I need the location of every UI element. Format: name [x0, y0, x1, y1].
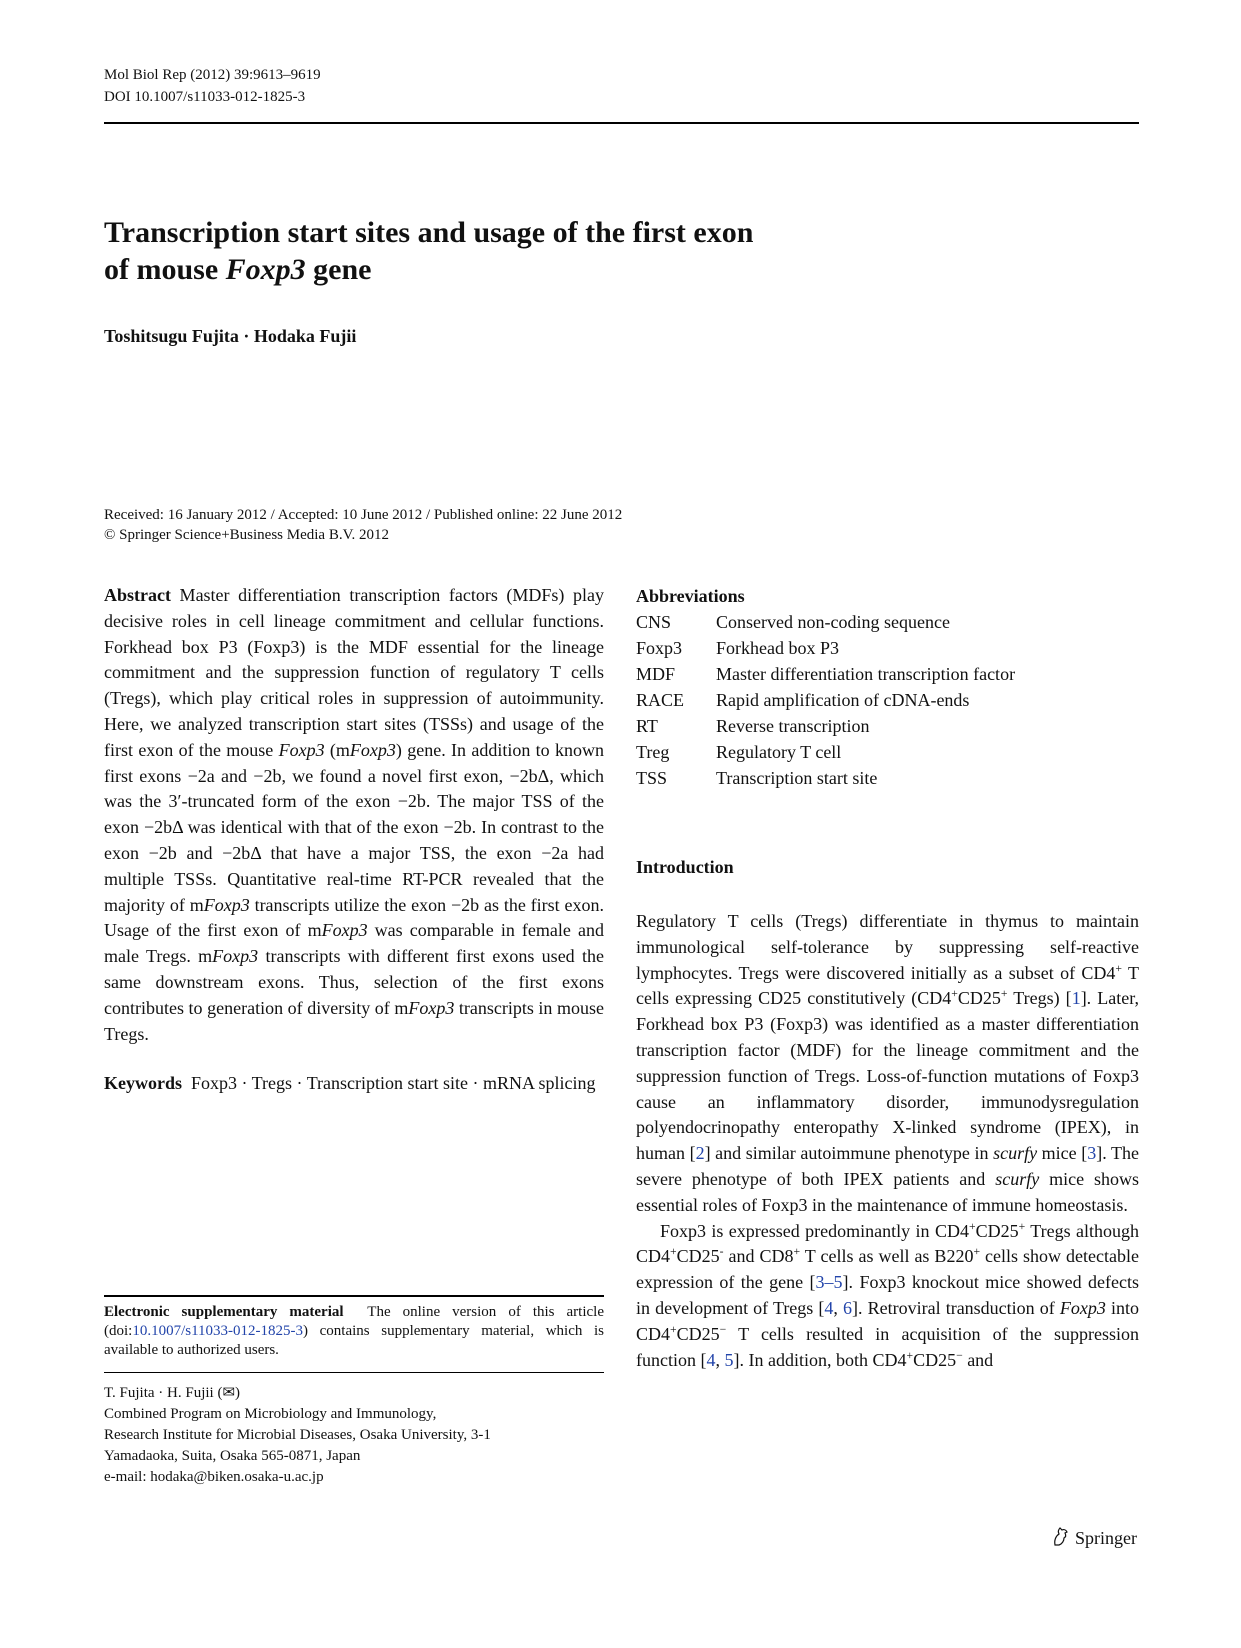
affiliation-line: Yamadaoka, Suita, Osaka 565-0871, Japan — [104, 1448, 361, 1464]
esm-rule — [104, 1295, 604, 1297]
superscript: − — [719, 1322, 727, 1336]
title-line-2 — [104, 251, 964, 288]
superscript: + — [1000, 987, 1008, 1001]
intro-text: Tregs) [ — [1007, 988, 1072, 1009]
intro-text: ]. In addition, both CD4 — [733, 1349, 907, 1370]
abstract-text: transcripts in mouse Tregs. — [104, 997, 604, 1044]
abbreviation-row — [636, 739, 1139, 765]
title-text: of mouse — [104, 253, 226, 286]
abbreviations-heading: Abbreviations — [636, 586, 745, 606]
citation-link[interactable]: 1 — [1071, 988, 1081, 1009]
abbreviations-list — [636, 609, 1139, 791]
intro-text: mice [ — [1037, 1143, 1088, 1164]
intro-text: into CD4 — [636, 1297, 1139, 1344]
journal-citation: Mol Biol Rep (2012) 39:9613–9619 — [104, 67, 321, 83]
citation-link[interactable]: 3 — [1087, 1143, 1097, 1164]
header-rule — [104, 122, 1139, 124]
citation-link[interactable]: 3–5 — [815, 1272, 843, 1293]
citation-link[interactable]: 4 — [824, 1297, 834, 1318]
springer-footer — [1051, 1525, 1137, 1552]
citation-link[interactable]: 4 — [706, 1349, 716, 1370]
affiliation — [104, 1383, 604, 1488]
superscript: + — [968, 1219, 976, 1233]
intro-text: , — [833, 1297, 844, 1318]
abbreviation-row — [636, 765, 1139, 791]
abbreviation-value: Rapid amplification of cDNA-ends — [716, 690, 970, 710]
abbreviation-row — [636, 635, 1139, 661]
intro-text: Regulatory T cells (Tregs) differentiate in thymus to maintain immunological self-tolerance by suppressing self-reactive lymphocytes. Tregs were discovered initially as a subset of CD4 — [636, 911, 1139, 983]
paper-title — [104, 214, 964, 288]
affiliation-line: Research Institute for Microbial Diseases, Osaka University, 3-1 — [104, 1427, 491, 1443]
esm-text: ) contains supplementary material, which is available to authorized users. — [104, 1323, 604, 1358]
affiliation-line: Combined Program on Microbiology and Immunology, — [104, 1406, 437, 1422]
abstract — [104, 583, 604, 1047]
strain-name: scurfy — [993, 1143, 1038, 1164]
keywords-list: Foxp3 · Tregs · Transcription start site · mRNA splicing — [182, 1073, 596, 1094]
springer-horse-logo-icon — [1051, 1525, 1071, 1552]
copyright-line: © Springer Science+Business Media B.V. 2012 — [104, 527, 389, 543]
intro-text: ]. Later, Forkhead box P3 (Foxp3) was identified as a master differentiation transcription factor (MDF) for the lineage commitment and the suppression function of Tregs. Loss-of-function mutations of Foxp3 cause an inflammatory disorder, immunodysregulation polyendocrinopathy enteropathy X-linked syndrome (IPEX), in human [ — [636, 988, 1140, 1164]
doi-line: DOI 10.1007/s11033-012-1825-3 — [104, 89, 306, 105]
superscript: + — [670, 1245, 677, 1259]
abbreviation-key: Treg — [636, 742, 670, 762]
citation-link[interactable]: 2 — [695, 1143, 705, 1164]
dates-line: Received: 16 January 2012 / Accepted: 10 June 2012 / Published online: 22 June 2012 — [104, 507, 623, 523]
superscript: + — [793, 1245, 801, 1259]
title-text: gene — [305, 253, 372, 286]
intro-paragraph-1 — [636, 909, 1139, 1219]
superscript: - — [719, 1245, 724, 1259]
intro-text: T cells expressing CD25 constitutively (CD4 — [636, 962, 1139, 1009]
intro-text: , — [715, 1349, 725, 1370]
abbreviation-key: CNS — [636, 612, 672, 632]
abbreviation-key: Foxp3 — [636, 638, 683, 658]
abbreviation-key: RACE — [636, 690, 685, 710]
intro-text: mice shows essential roles of Foxp3 in the maintenance of immune homeostasis. — [636, 1168, 1139, 1215]
abbreviation-row — [636, 713, 1139, 739]
intro-text: and CD8 — [723, 1246, 794, 1267]
gene-name: Foxp3 — [278, 739, 325, 760]
abbreviation-value: Regulatory T cell — [716, 742, 842, 762]
intro-paragraph-2 — [636, 1219, 1139, 1374]
doi-link[interactable]: 10.1007/s11033-012-1825-3 — [132, 1323, 304, 1339]
gene-name: Foxp3 — [1059, 1297, 1106, 1318]
intro-text: cells show detectable expression of the gene [ — [636, 1246, 1139, 1293]
intro-text: T cells as well as B220 — [800, 1246, 974, 1267]
gene-name: Foxp3 — [408, 997, 455, 1018]
citation-link[interactable]: 6 — [843, 1297, 853, 1318]
left-column — [104, 583, 604, 1096]
abbreviation-value: Reverse transcription — [716, 716, 870, 736]
email-line: e-mail: hodaka@biken.osaka-u.ac.jp — [104, 1469, 324, 1485]
intro-text: Tregs although CD4 — [636, 1220, 1139, 1267]
abbreviation-key: RT — [636, 716, 658, 736]
intro-text: Foxp3 is expressed predominantly in CD4 — [660, 1220, 969, 1241]
gene-name: Foxp3 — [203, 894, 250, 915]
abstract-text: (m — [324, 739, 350, 760]
abbreviation-value: Master differentiation transcription factor — [716, 664, 1016, 684]
superscript: + — [951, 987, 958, 1001]
intro-text: ]. Foxp3 knockout mice showed defects in development of Tregs [ — [636, 1272, 1139, 1318]
intro-text: CD25 — [975, 1220, 1019, 1241]
gene-name: Foxp3 — [349, 739, 396, 760]
intro-text: ] and similar autoimmune phenotype in — [704, 1143, 994, 1164]
abbreviation-value: Transcription start site — [716, 768, 878, 788]
authors: Toshitsugu Fujita · Hodaka Fujii — [104, 326, 357, 346]
introduction-body — [636, 909, 1139, 1373]
publication-dates — [104, 505, 622, 545]
intro-text: CD25 — [957, 988, 1001, 1009]
keywords — [104, 1071, 604, 1096]
abbreviation-value: Forkhead box P3 — [716, 638, 839, 658]
affiliation-names: T. Fujita · H. Fujii (✉) — [104, 1385, 241, 1401]
title-line-1: Transcription start sites and usage of the first exon — [104, 216, 754, 249]
abbreviation-key: TSS — [636, 768, 668, 788]
journal-header — [104, 64, 321, 108]
superscript: + — [906, 1348, 914, 1362]
supplementary-note — [104, 1303, 608, 1360]
abstract-text: was comparable in female and male Tregs. m — [104, 920, 604, 967]
introduction-heading: Introduction — [636, 857, 734, 877]
superscript: + — [1115, 961, 1122, 975]
intro-text: and — [962, 1349, 994, 1370]
intro-text: T cells resulted in acquisition of the suppression function [ — [636, 1323, 1139, 1370]
abbreviation-value: Conserved non-coding sequence — [716, 612, 950, 632]
abbreviation-row — [636, 661, 1139, 687]
intro-text: CD25 — [676, 1246, 720, 1267]
intro-text: ]. The severe phenotype of both IPEX patients and — [636, 1143, 1139, 1189]
right-column — [636, 583, 1139, 1373]
keywords-heading: Keywords — [104, 1073, 182, 1094]
abbreviation-key: MDF — [636, 664, 676, 684]
abstract-text: ) gene. In addition to known first exons −2a and −2b, we found a novel first exon, −2bΔ, which was the 3′-truncated form of the exon −2b. The major TSS of the exon −2bΔ was identical with that of the exon −2b. In contrast to the exon −2b and −2bΔ that have a major TSS, the exon −2a had multiple TSSs. Quantitative real-time RT-PCR revealed that the majority of m — [104, 739, 604, 915]
superscript: − — [956, 1348, 963, 1362]
intro-text: CD25 — [676, 1323, 720, 1344]
footnote-rule — [104, 1372, 604, 1373]
publisher-name: Springer — [1075, 1528, 1137, 1548]
abstract-text: Master differentiation transcription factors (MDFs) play decisive roles in cell lineage commitment and cellular functions. Forkhead box P3 (Foxp3) is the MDF essential for the lineage commitment and the suppression function of regulatory T cells (Tregs), which play critical roles in suppression of autoimmunity. Here, we analyzed transcription start sites (TSSs) and usage of the first exon of the mouse — [104, 585, 604, 760]
abstract-text: transcripts with different first exons used the same downstream exons. Thus, selection of the first exons contributes to generation of diversity of m — [104, 946, 604, 1018]
gene-name: Foxp3 — [321, 920, 368, 941]
intro-text: ]. Retroviral transduction of — [852, 1297, 1060, 1318]
abbreviation-row — [636, 687, 1139, 713]
superscript: + — [1018, 1219, 1026, 1233]
abstract-text: transcripts utilize the exon −2b as the first exon. Usage of the first exon of m — [104, 894, 605, 941]
esm-text: The online version of this article (doi: — [104, 1304, 608, 1339]
abstract-heading: Abstract — [104, 585, 171, 605]
title-gene-name: Foxp3 — [225, 253, 306, 286]
citation-link[interactable]: 5 — [724, 1349, 734, 1370]
superscript: + — [670, 1322, 677, 1336]
intro-text: CD25 — [913, 1349, 957, 1370]
abbreviation-row — [636, 609, 1139, 635]
esm-heading: Electronic supplementary material — [104, 1304, 344, 1320]
superscript: + — [973, 1245, 981, 1259]
strain-name: scurfy — [995, 1168, 1040, 1189]
gene-name: Foxp3 — [212, 946, 259, 967]
